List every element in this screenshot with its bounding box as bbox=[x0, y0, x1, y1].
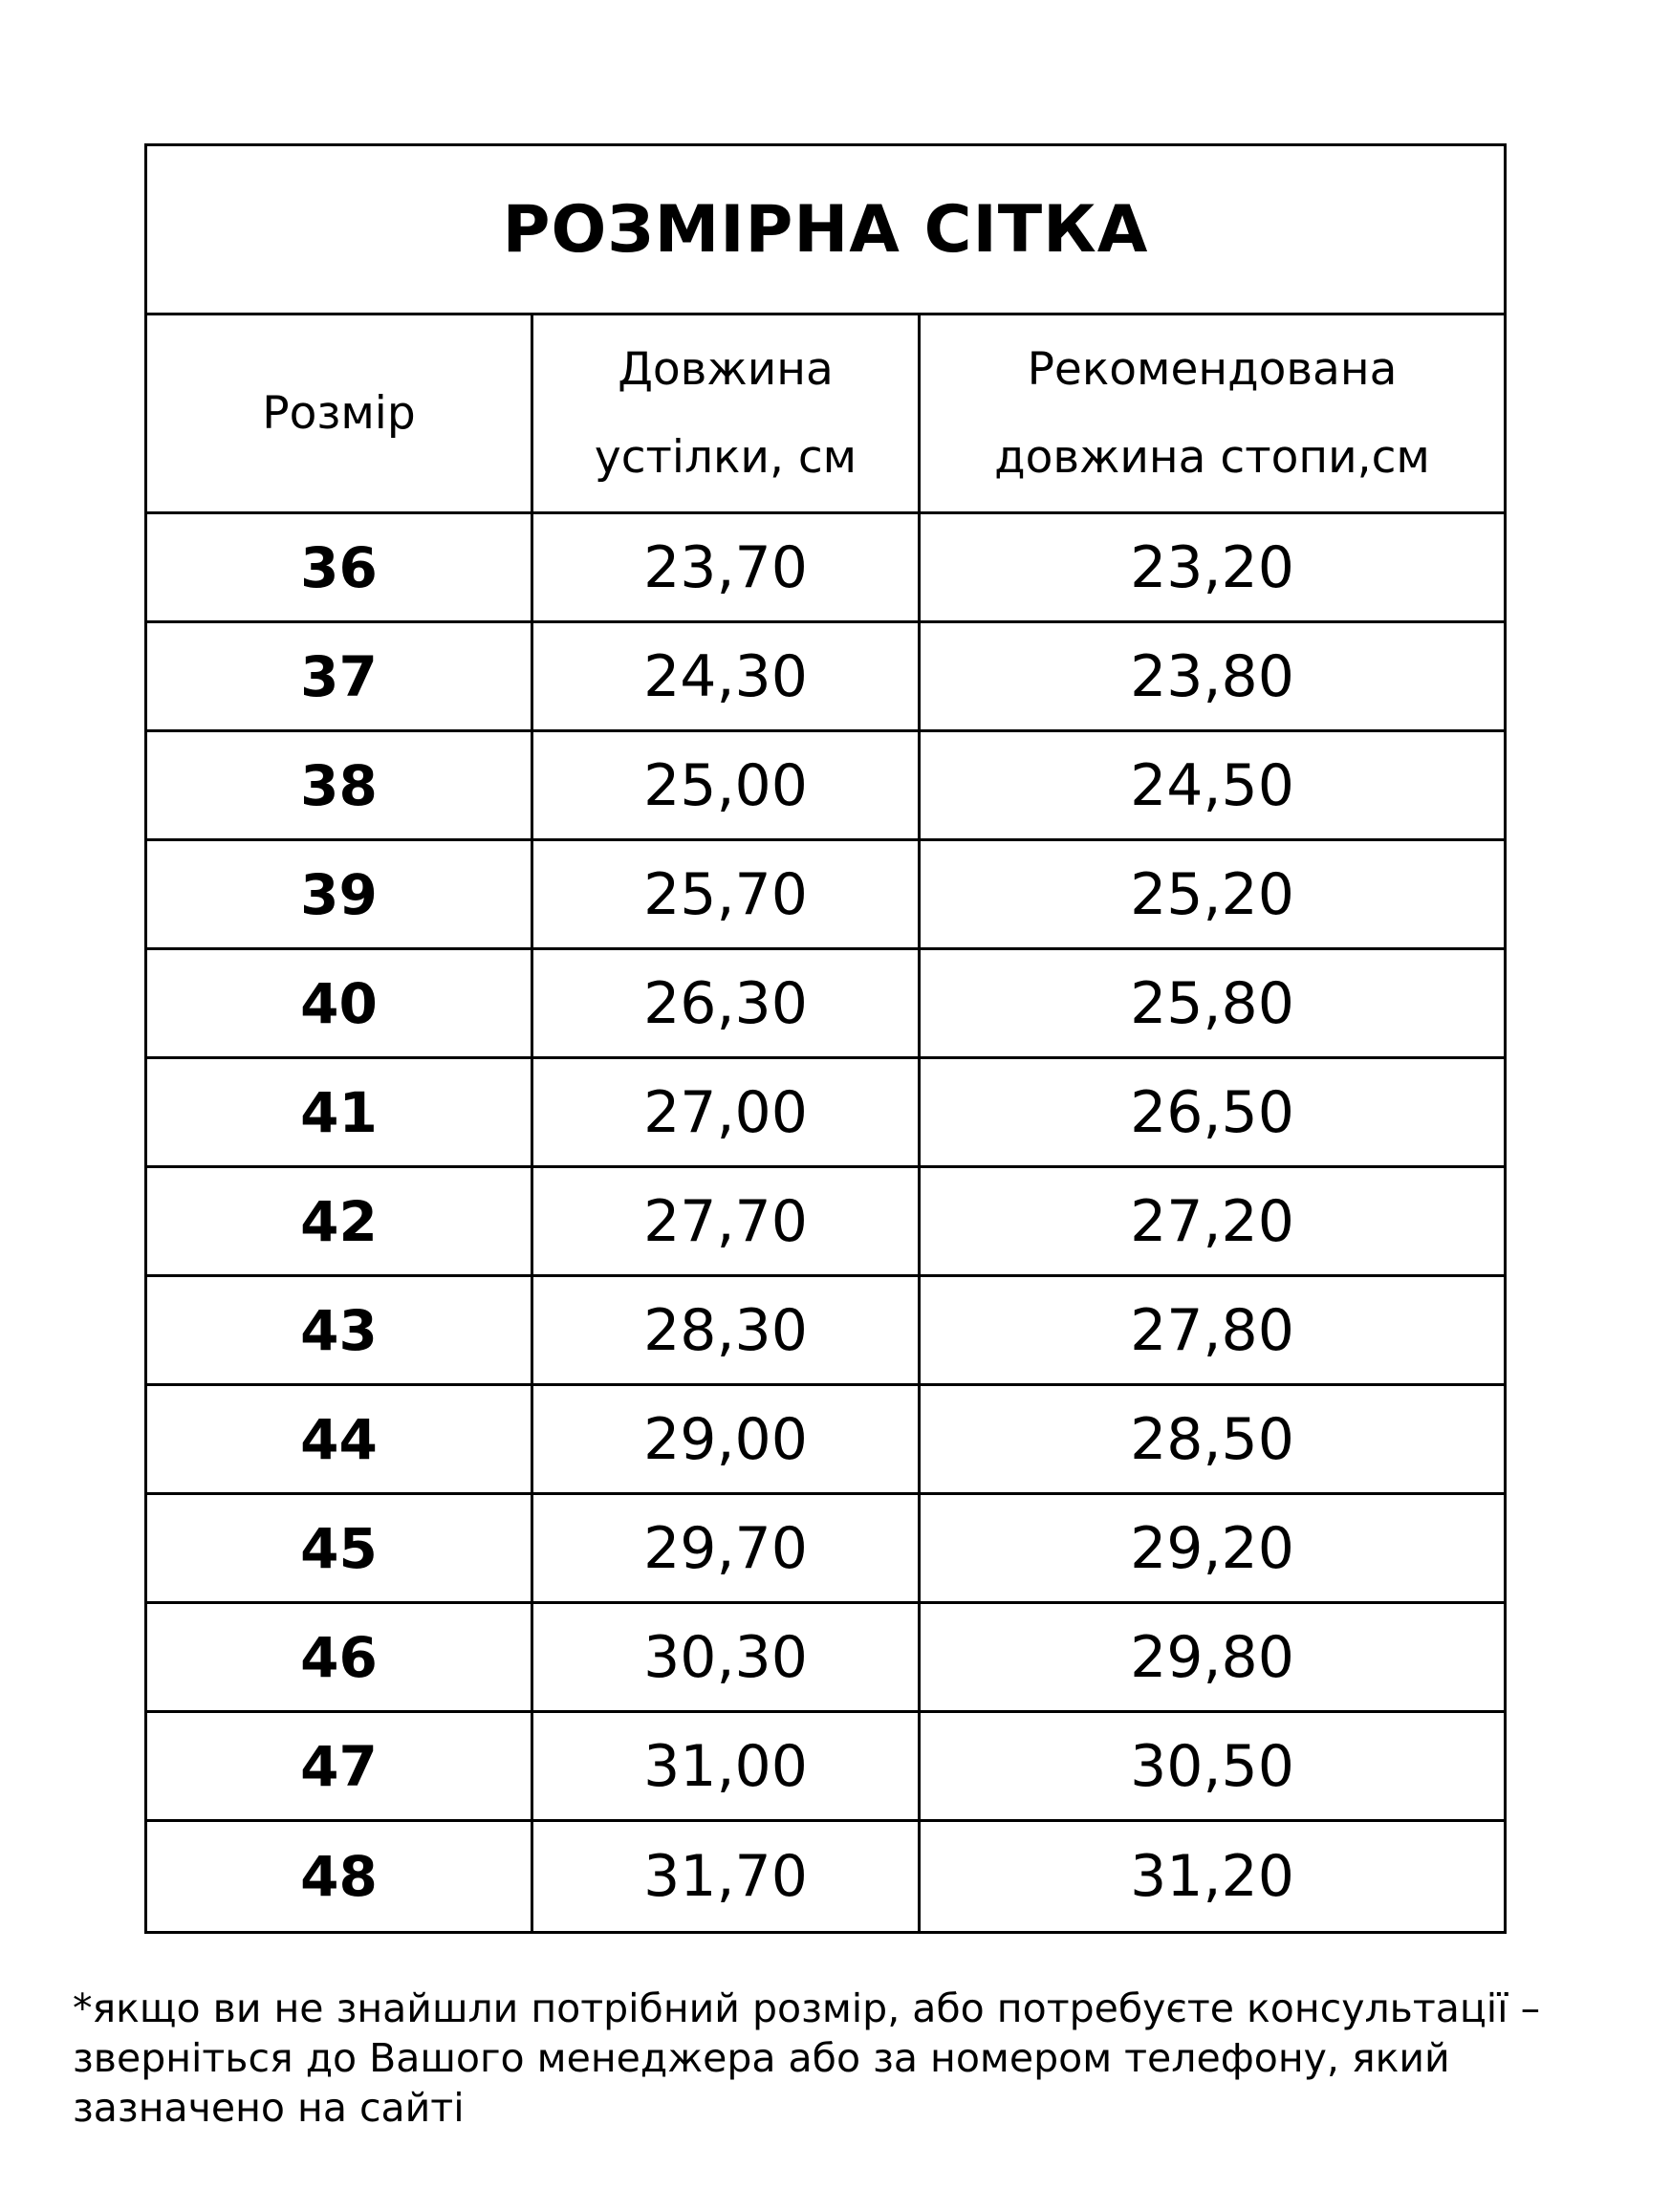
insole-length-cell: 27,70 bbox=[533, 1168, 921, 1274]
size-cell: 46 bbox=[147, 1604, 533, 1710]
foot-length-cell: 29,20 bbox=[1130, 1514, 1294, 1582]
size-cell: 43 bbox=[147, 1277, 533, 1383]
insole-length-cell: 31,00 bbox=[533, 1713, 921, 1819]
table-row bbox=[147, 1495, 1504, 1604]
foot-length-cell: 24,50 bbox=[1130, 751, 1294, 819]
insole-length-cell: 30,30 bbox=[533, 1604, 921, 1710]
foot-length-cell: 27,80 bbox=[1130, 1296, 1294, 1364]
table-row bbox=[147, 1604, 1504, 1713]
foot-length-cell: 23,80 bbox=[1130, 642, 1294, 710]
size-cell: 42 bbox=[147, 1168, 533, 1274]
header-size bbox=[147, 315, 533, 511]
insole-length-cell: 23,70 bbox=[533, 514, 921, 620]
footnote-line2: зверніться до Вашого менеджера або за номером телефону, який bbox=[73, 2035, 1450, 2081]
size-cell: 36 bbox=[147, 514, 533, 620]
table-row bbox=[147, 1822, 1504, 1931]
size-cell: 45 bbox=[147, 1495, 533, 1601]
foot-length-cell: 26,50 bbox=[1130, 1078, 1294, 1146]
header-insole-line2: устілки, см bbox=[594, 430, 857, 484]
size-cell: 44 bbox=[147, 1386, 533, 1492]
header-insole-length bbox=[533, 315, 921, 511]
insole-length-cell: 29,00 bbox=[533, 1386, 921, 1492]
size-cell: 38 bbox=[147, 732, 533, 838]
foot-length-cell: 30,50 bbox=[1130, 1732, 1294, 1800]
header-foot-line2: довжина стопи,см bbox=[994, 430, 1430, 484]
foot-length-cell: 23,20 bbox=[1130, 533, 1294, 601]
insole-length-cell: 25,00 bbox=[533, 732, 921, 838]
table-row bbox=[147, 1059, 1504, 1168]
header-insole-line1: Довжина bbox=[618, 342, 834, 396]
title-row bbox=[147, 146, 1504, 315]
insole-length-cell: 25,70 bbox=[533, 841, 921, 947]
foot-length-cell: 28,50 bbox=[1130, 1405, 1294, 1473]
size-cell: 40 bbox=[147, 950, 533, 1056]
insole-length-cell: 26,30 bbox=[533, 950, 921, 1056]
header-size-label: Розмір bbox=[262, 386, 416, 440]
foot-length-cell: 25,80 bbox=[1130, 969, 1294, 1037]
size-chart-table bbox=[144, 143, 1507, 1934]
table-row bbox=[147, 1168, 1504, 1277]
insole-length-cell: 24,30 bbox=[533, 623, 921, 729]
size-cell: 41 bbox=[147, 1059, 533, 1165]
table-row bbox=[147, 1386, 1504, 1495]
size-cell: 37 bbox=[147, 623, 533, 729]
foot-length-cell: 31,20 bbox=[1130, 1843, 1294, 1910]
table-row bbox=[147, 623, 1504, 732]
header-foot-length bbox=[921, 315, 1504, 511]
table-row bbox=[147, 950, 1504, 1059]
table-body bbox=[147, 514, 1504, 1931]
table-row bbox=[147, 841, 1504, 950]
foot-length-cell: 25,20 bbox=[1130, 860, 1294, 928]
insole-length-cell: 29,70 bbox=[533, 1495, 921, 1601]
header-row bbox=[147, 315, 1504, 514]
size-cell: 47 bbox=[147, 1713, 533, 1819]
size-cell: 39 bbox=[147, 841, 533, 947]
page-title: РОЗМІРНА СІТКА bbox=[502, 191, 1149, 268]
footnote-line3: зазначено на сайті bbox=[73, 2085, 465, 2131]
table-row bbox=[147, 1277, 1504, 1386]
table-row bbox=[147, 1713, 1504, 1822]
foot-length-cell: 29,80 bbox=[1130, 1623, 1294, 1691]
header-foot-line1: Рекомендована bbox=[1027, 342, 1398, 396]
table-row bbox=[147, 514, 1504, 623]
footnote bbox=[73, 1984, 1621, 2133]
foot-length-cell: 27,20 bbox=[1130, 1187, 1294, 1255]
footnote-line1: *якщо ви не знайшли потрібний розмір, або потребуєте консультації – bbox=[73, 1985, 1541, 2031]
insole-length-cell: 28,30 bbox=[533, 1277, 921, 1383]
insole-length-cell: 31,70 bbox=[533, 1822, 921, 1931]
table-row bbox=[147, 732, 1504, 841]
size-cell: 48 bbox=[147, 1822, 533, 1931]
insole-length-cell: 27,00 bbox=[533, 1059, 921, 1165]
